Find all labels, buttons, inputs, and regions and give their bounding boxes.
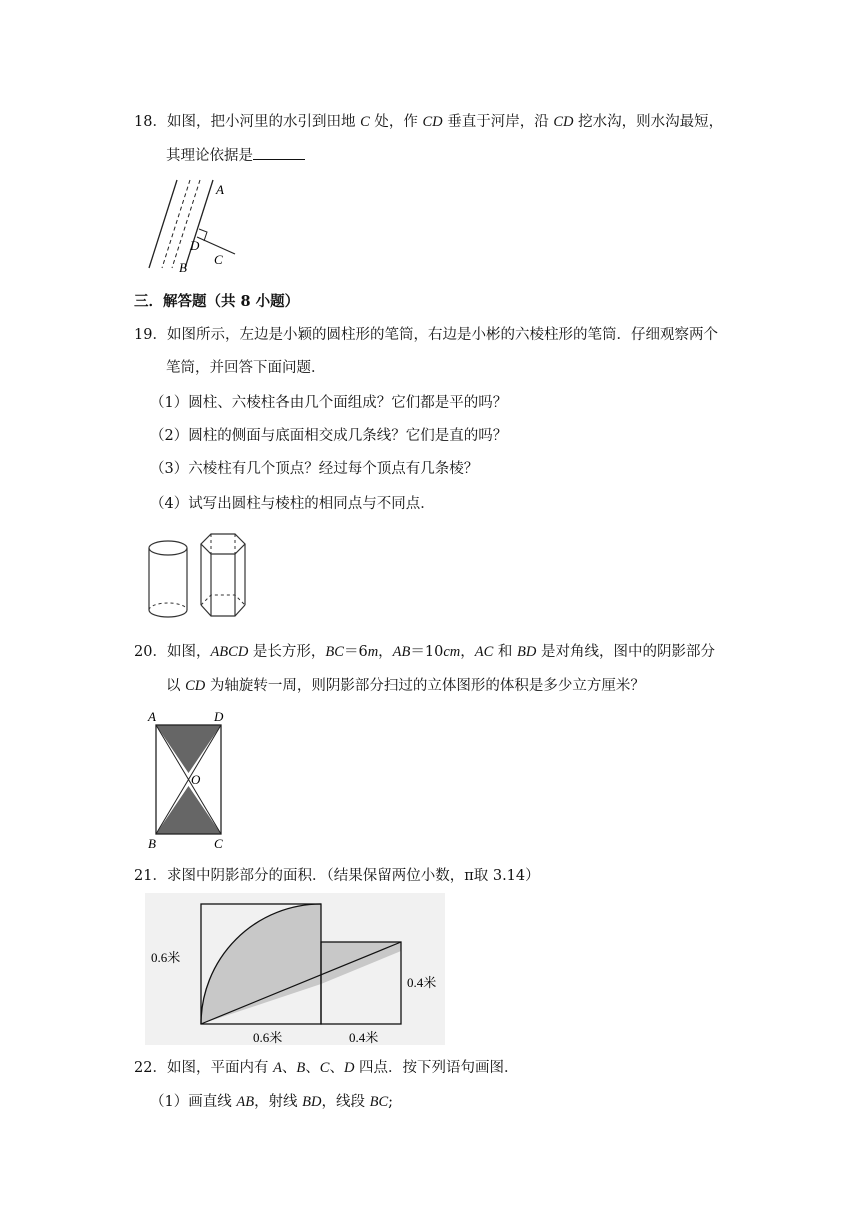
cylinder-figure (144, 535, 194, 623)
label-bottom-left: 0.6米 (253, 1030, 283, 1045)
label-d: D (214, 709, 224, 724)
answer-blank[interactable] (253, 145, 305, 160)
label-o: O (191, 772, 201, 787)
label-right-side: 0.4米 (407, 975, 437, 990)
hexagonal-prism-figure (198, 530, 252, 624)
q20-line1: 20．如图，ABCD 是长方形，BC＝6m，AB＝10cm，AC 和 BD 是对角线，图中的阴影部分 (134, 644, 715, 660)
river-diagram (145, 176, 245, 276)
q19-sub3: （3）六棱柱有几个顶点？经过每个顶点有几条棱？ (150, 461, 479, 477)
rectangle-diagonals-figure (145, 708, 235, 850)
q19-line2: 笔筒，并回答下面问题． (166, 360, 326, 376)
label-b: B (148, 836, 156, 850)
label-c: C (214, 836, 223, 850)
label-a: A (148, 709, 156, 724)
q19-sub4: （4）试写出圆柱与棱柱的相同点与不同点． (150, 496, 435, 512)
q19-sub2: （2）圆柱的侧面与底面相交成几条线？它们是直的吗？ (150, 428, 508, 444)
q21-line1: 21．求图中阴影部分的面积．（结果保留两位小数，π取 3.14） (134, 868, 540, 884)
q22-line1: 22．如图，平面内有 A、B、C、D 四点．按下列语句画图． (134, 1060, 519, 1076)
section-heading: 三．解答题（共 8 小题） (134, 293, 300, 310)
label-left-side: 0.6米 (151, 950, 181, 965)
label-c: C (214, 252, 223, 267)
label-bottom-right: 0.4米 (349, 1030, 379, 1045)
q19-sub1: （1）圆柱、六棱柱各由几个面组成？它们都是平的吗？ (150, 395, 508, 411)
q19-line1: 19．如图所示，左边是小颖的圆柱形的笔筒，右边是小彬的六棱柱形的笔筒．仔细观察两个 (134, 327, 718, 343)
q20-line2: 以 CD 为轴旋转一周，则阴影部分扫过的立体图形的体积是多少立方厘米？ (166, 678, 645, 694)
label-b: B (179, 260, 187, 275)
q18-line1: 18．如图，把小河里的水引到田地 C 处，作 CD 垂直于河岸，沿 CD 挖水沟，则水沟最短， (134, 114, 724, 130)
shaded-area-figure (145, 893, 445, 1045)
label-a: A (216, 182, 224, 197)
q22-sub1: （1）画直线 AB，射线 BD，线段 BC; (150, 1094, 394, 1110)
q18-line2: 其理论依据是 (166, 145, 305, 166)
label-d: D (190, 238, 200, 253)
